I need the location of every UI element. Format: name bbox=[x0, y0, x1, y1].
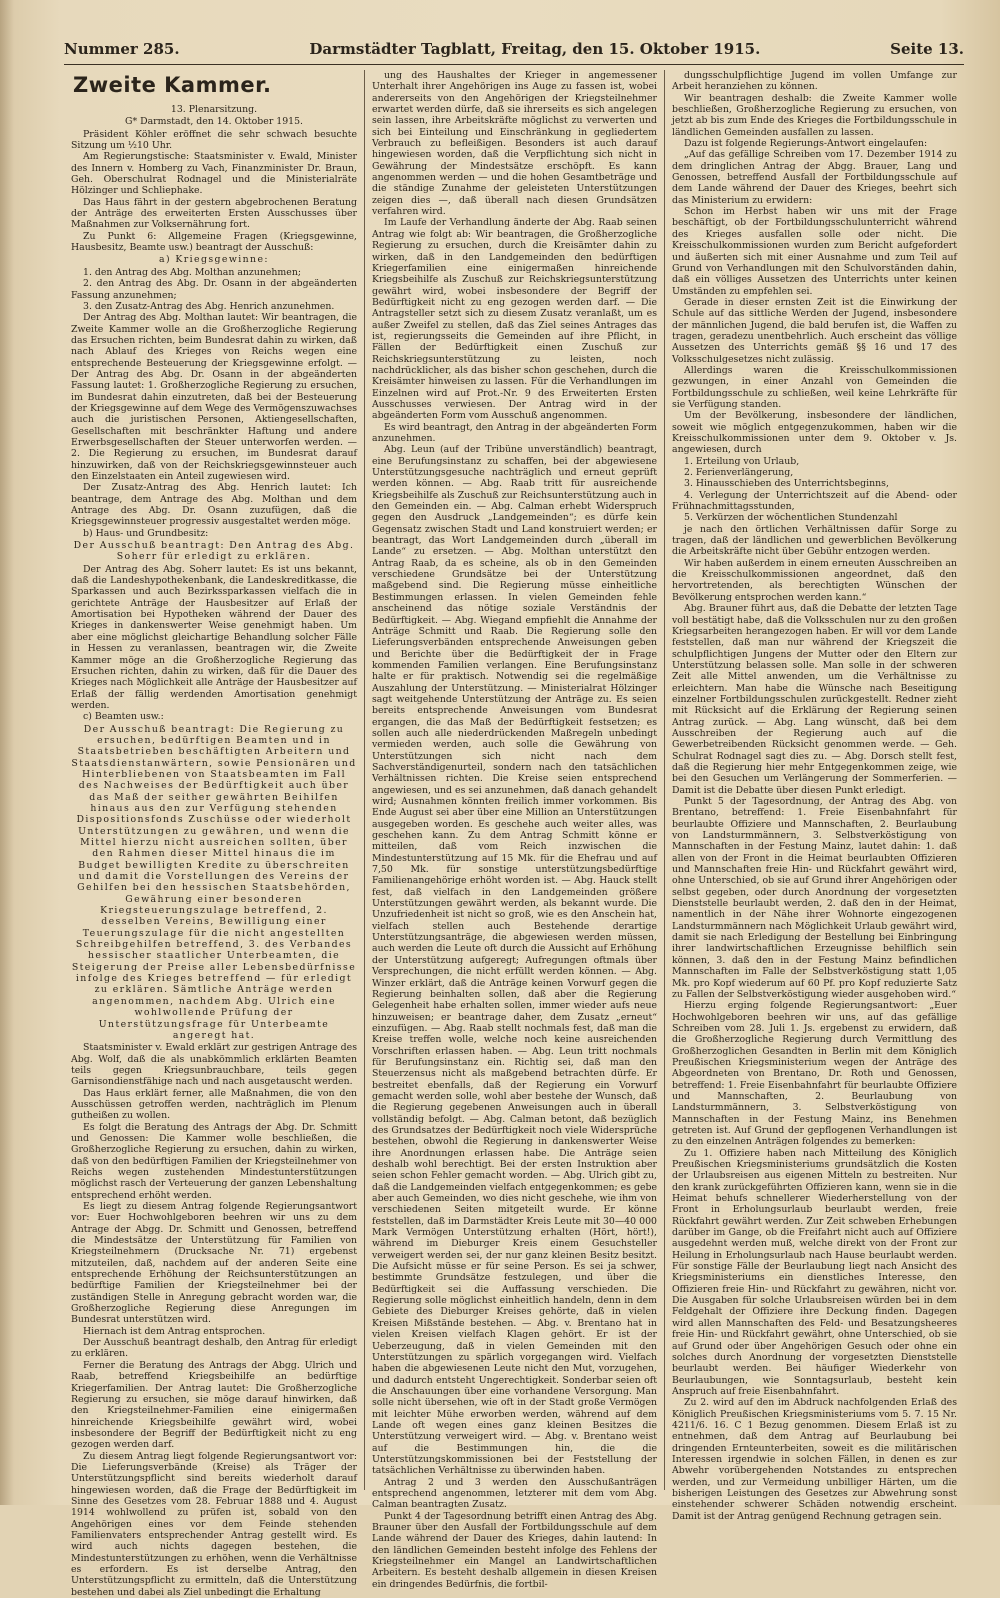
col3-paragraph: Abg. Brauner führt aus, daß die Debatte der letzten Tage voll bestätigt habe, daß die Volksschulen nur zu den großen Kriegsarbeiten herangezogen haben. Er will vor dem Lande feststellen, daß man nur während der Kriegszeit die schulpflichtigen Jungens der Mutter oder den Eltern zur Unterstützung belassen solle. Man solle in der schweren Zeit alle Mittel anwenden, um die Verhältnisse zu erleichtern. Man habe die Wünsche nach Beseitigung einzelner Fortbildungsschulen zurückgestellt. Redner zieht mit Rücksicht auf die Erklärung der Regierung seinen Antrag zurück. — Abg. Lang wünscht, daß bei dem Ausschreiben der Regierung auch auf die Gewerbetreibenden Rücksicht genommen werde. — Geh. Schulrat Rodnagel sagt dies zu. — Abg. Dorsch stellt fest, daß die Regierung hier mehr Entgegenkommen zeige, wie bei den Gesuchen um Verlängerung der Sommerferien. — Damit ist die Debatte über diesen Punkt erledigt. bbox=[672, 603, 957, 796]
col3-paragraph: je nach den örtlichen Verhältnissen dafür Sorge zu tragen, daß der ländlichen und gewerblichen Bevölkerung die Arbeitskräfte nicht über Gebühr entzogen werden. bbox=[672, 523, 957, 558]
col1-paragraph: Der Ausschuß beantragt deshalb, den Antrag für erledigt zu erklären. bbox=[71, 1337, 357, 1360]
col1-paragraph: Ferner die Beratung des Antrags der Abgg. Ulrich und Raab, betreffend Kriegsbeihilfe an bedürftige Kriegerfamilien. Der Antrag lautet: Die Großherzogliche Regierung zu ersuchen, sie möge darauf hinwirken, daß den Kriegsteilnehmer-Familien eine einigermaßen hinreichende Kriegsbeihilfe gewährt wird, wobei insbesondere der Begriff der Bedürftigkeit nicht zu eng gezogen werden darf. bbox=[71, 1359, 357, 1451]
issue-number: Nummer 285. bbox=[64, 40, 180, 58]
col1-paragraph: Hiernach ist dem Antrag entsprochen. bbox=[83, 1325, 266, 1337]
col1-paragraph: 2. den Antrag des Abg. Dr. Osann in der abgeänderten Fassung anzunehmen; bbox=[71, 278, 357, 301]
column-2 bbox=[364, 70, 664, 1590]
page-fold-shadow bbox=[0, 0, 14, 1505]
col3-paragraph: Zu 2. wird auf den im Abdruck nachfolgenden Erlaß des Königlich Preußischen Kriegsministeriums vom 5. 7. 15 Nr. 4211/6. 16. C 1 Bezug genommen. Diesem Erlaß ist zu entnehmen, daß dem Antrag auf Beurlaubung bei dringenden Ernteunterbeiten, soweit es die militärischen Interessen irgendwie in solchen Fällen, in denen es zur Abwehr vorübergehenden Notstandes zu entsprechen werden, und zur Vermeidung unbilliger Härten, um die bisherigen Leistungen des Gesetzes zur Abwehrung sonst einstehender schwerer Schäden notwendig erscheint. Damit ist der Antrag genügend Rechnung getragen sein. bbox=[672, 1397, 957, 1522]
col1-paragraph: Zu Punkt 6: Allgemeine Fragen (Kriegsgewinne, Hausbesitz, Beamte usw.) beantragt der Ausschuß: bbox=[71, 230, 357, 254]
col1-paragraph: Das Haus erklärt ferner, alle Maßnahmen, die von den Ausschüssen getroffen werden, nachträglich im Plenum gutheißen zu wollen. bbox=[71, 1087, 357, 1122]
col3-paragraph: Schon im Herbst haben wir uns mit der Frage beschäftigt, ob der Fortbildungsschulunterricht während des Krieges ausfallen solle oder nicht. Die Kreisschulkommissionen wurden zum Bericht aufgefordert und äußerten sich mit einer Ausnahme und zum Teil auf Grund von Verhandlungen mit den Schulvorständen dahin, daß ein völliges Aussetzen des Unterrichts unter keinen Umständen zu empfehlen sei. bbox=[672, 206, 957, 297]
col1-paragraph: Präsident Köhler eröffnet die sehr schwach besuchte Sitzung um ½10 Uhr. bbox=[71, 128, 357, 152]
col1-paragraph: Der Ausschuß beantragt: Den Antrag des Abg. Soherr für erledigt zu erklären. bbox=[73, 540, 355, 563]
col1-paragraph: Am Regierungstische: Staatsminister v. Ewald, Minister des Innern v. Homberg zu Vach, Finanzminister Dr. Braun, Geh. Oberschulrat Rodnagel und die Ministerialräte Hölzinger und Schliephake. bbox=[71, 151, 357, 197]
col1-paragraph: Es folgt die Beratung des Antrags der Abg. Dr. Schmitt und Genossen: Die Kammer wolle beschließen, die Großherzogliche Regierung zu ersuchen, dahin zu wirken, daß von den bedürftigen Familien der Kriegsteilnehmer von Reichs wegen zustehenden Mindestunterstützungen möglichst rasch der Verteuerung der ganzen Lebenshaltung entsprechend erhöht werden. bbox=[71, 1121, 357, 1201]
col1-paragraph: Das Haus fährt in der gestern abgebrochenen Beratung der Anträge des erweiterten Ersten Ausschusses über Maßnahmen zur Volksernährung fort. bbox=[71, 196, 357, 231]
col1-paragraph: Der Antrag des Abg. Soherr lautet: Es ist uns bekannt, daß die Landeshypothekenbank, die Landeskreditkasse, die Sparkassen und auch Bezirkssparkassen vielfach die in gerichtete Anträge der Hausbesitzer auf Erlaß der Amortisation bei Hypotheken während der Dauer des Krieges in dankenswerter Weise genehmigt haben. Um aber eine möglichst gleichartige Behandlung solcher Fälle in Hessen zu veranlassen, beantragen wir, die Zweite Kammer möge an die Großherzogliche Regierung das Ersuchen richten, dahin zu wirken, daß für die Dauer des Krieges nach Möglichkeit alle Anträge der Hausbesitzer auf Erlaß der fällig werdenden Amortisation genehmigt werden. bbox=[71, 563, 357, 711]
col1-paragraph: Es liegt zu diesem Antrag folgende Regierungsantwort vor: Euer Hochwohlgeboren beehren wir uns zu dem Antrage der Abgg. Dr. Schmitt und Genossen, betreffend die Mindestsätze der Unterstützung für Familien von Kriegsteilnehmern (Drucksache Nr. 71) ergebenst mitzuteilen, daß, nachdem auf der anderen Seite eine entsprechende Erhöhung der Reichsunterstützungen an bedürftige Familien der Kriegsteilnehmer bei der zuständigen Stelle in Anregung gebracht worden war, die Großherzogliche Regierung diese Anregungen im Bundesrat unterstützen wird. bbox=[71, 1201, 357, 1326]
col1-paragraph: 13. Plenarsitzung. bbox=[170, 104, 258, 115]
col2-paragraph: Es wird beantragt, den Antrag in der abgeänderten Form anzunehmen. bbox=[372, 421, 657, 444]
col1-paragraph: 1. den Antrag des Abg. Molthan anzunehmen; bbox=[83, 266, 301, 278]
column-3 bbox=[664, 70, 964, 1522]
col2-paragraph: ung des Haushaltes der Krieger in angemessener Unterhalt ihrer Angehörigen ins Auge zu fassen ist, wobei andererseits von den Angehörigen der Kriegsteilnehmer erwartet werden dürfe, daß sie ihrerseits es sich angelegen sein lassen, ihre Arbeitskräfte möglichst zu verwerten und sich bei Einteilung und Einschränkung in gegliedertem Verbrauch zu befleißigen. Besonders ist auch darauf hingewiesen worden, daß die Verpflichtung sich nicht in Gewährung der Mindestsätze erschöpft. Es kann angenommen werden — und die hohen Gesamtbeträge und die ständige Zunahme der geleisteten Unterstützungen zeigen dies —, daß überall nach diesen Grundsätzen verfahren wird. bbox=[372, 70, 657, 218]
article-columns bbox=[64, 70, 964, 1598]
col1-paragraph: G* Darmstadt, den 14. Oktober 1915. bbox=[124, 116, 304, 128]
newspaper-dateline: Darmstädter Tagblatt, Freitag, den 15. Oktober 1915. bbox=[309, 40, 761, 58]
col3-paragraph: Dazu ist folgende Regierungs-Antwort eingelaufen: bbox=[684, 138, 928, 150]
col1-paragraph: Der Zusatz-Antrag des Abg. Henrich lautet: Ich beantrage, dem Antrage des Abg. Molthan und dem Antrage des Abg. Dr. Osann zuzufügen, daß die Kriegsgewinnsteuer progressiv ausgestaltet werden möge. bbox=[71, 482, 357, 528]
col3-paragraph: 3. Hinausschieben des Unterrichtsbeginns, bbox=[684, 478, 889, 490]
col3-paragraph: 4. Verlegung der Unterrichtszeit auf die Abend- oder Frühnachmittagsstunden, bbox=[672, 489, 957, 513]
page-number: Seite 13. bbox=[890, 40, 964, 58]
col3-paragraph: 2. Ferienverlängerung, bbox=[684, 467, 794, 479]
col3-paragraph: Wir haben außerdem in einem erneuten Ausschreiben an die Kreisschulkommissionen angeordnet, daß den hervortretenden, als berechtigten Wünschen der Bevölkerung entsprochen werden kann.“ bbox=[672, 557, 957, 603]
article-headline: Zweite Kammer. bbox=[73, 73, 272, 97]
col3-paragraph: Allerdings waren die Kreisschulkommissionen gezwungen, in einer Anzahl von Gemeinden die Fortbildungsschule zu schließen, weil keine Lehrkräfte für sie Verfügung standen. bbox=[672, 364, 957, 410]
col2-paragraph: Abg. Leun (auf der Tribüne unverständlich) beantragt, eine Berufungsinstanz zu schaffen, bei der abgewiesene Unterstützungsgesuche nachträglich und erneut geprüft werden können. — Abg. Raab tritt für ausreichende Kriegsbeihilfe als Zuschuß zur Reichsunterstützung auch in den Gemeinden ein. — Abg. Calman erhebt Widerspruch gegen den Ausdruck „Landgemeinden“; es dürfe kein Gegensatz zwischen Stadt und Land konstruiert werden; er beantragt, das Wort Landgemeinden durch „überall im Lande“ zu ersetzen. — Abg. Molthan unterstützt den Antrag Raab, da es scheine, als ob in den Gemeinden verschiedene Grundsätze bei der Unterstützung maßgebend sind. Die Regierung müsse einheitliche Bestimmungen erlassen. In vielen Gemeinden fehle anscheinend das nötige soziale Verständnis der Bedürftigkeit. — Abg. Wiegand empfiehlt die Annahme der Anträge Schmitt und Raab. Die Regierung solle den Lieferungsverbänden entsprechende Anweisungen geben und Berichte über die Bedürftigkeit der in Frage kommenden Familien verlangen. Eine Berufungsinstanz halte er für praktisch. Notwendig sei die regelmäßige Auszahlung der Unterstützung. — Ministerialrat Hölzinger sagt weitgehende Unterstützung der Anträge zu. Es seien bereits entsprechende Anweisungen vom Bundesrat ergangen, die das Maß der Bedürftigkeit festsetzen; es sollen auch alle niederdrückenden Maßregeln unbedingt vermieden werden, auch solle die Gewährung von Unterstützungen sich nicht nach dem Sachverständigenurteil, sondern nach den tatsächlichen Verhältnissen richten. Die Kreise seien entsprechend angewiesen, und es sei anzunehmen, daß danach gehandelt wird; Ausnahmen könnten freilich immer vorkommen. Bis Ende August sei aber über eine Million an Unterstützungen ausgegeben worden. Es geschehe auch weiter alles, was geschehen kann. Zu dem Antrag Schmitt könne er mitteilen, daß vom Reich inzwischen die Mindestunterstützung auf 15 Mk. für die Ehefrau und auf 7,50 Mk. für sonstige unterstützungsbedürftige Familienangehörige erhöht worden ist. — Abg. Hauck stellt fest, daß vielfach in den Landgemeinden größere Unterstützungen gewährt werden, als bekannt wurde. Die Unzufriedenheit ist nicht so groß, wie es den Anschein hat, vielfach stellen auch Bestehende derartige Unterstützungsanträge, die abgewiesen werden müssen, auch werden die Leute oft durch die Aussicht auf Erhöhung der Unterstützung aufgeregt; Aufregungen oftmals über Versprechungen, die nicht erfüllt werden können. — Abg. Winzer erklärt, daß die Anträge keinen Vorwurf gegen die Regierung beinhalten sollen, daß aber die Regierung Gelegenheit habe erhalten sollen, immer wieder aufs neue hinzuweisen; er beantrage daher, dem Zusatz „erneut“ einzufügen. — Abg. Raab stellt nochmals fest, daß man die Kreise treffen wolle, welche noch keine ausreichenden Vorschriften erlassen haben. — Abg. Leun tritt nochmals für Berufungsinstanz ein. Richtig sei, daß man den Steuerzensus nicht als maßgebend betrachten dürfe. Er bestreitet ebenfalls, daß der Regierung ein Vorwurf gemacht werden solle, wohl aber bestehe der Wunsch, daß die Regierung gegebenen Anweisungen auch in überall vollständig befolgt. — Abg. Calman betont, daß bezüglich des Grundsatzes der Bedürftigkeit noch viele Widersprüche bestehen, obwohl die Regierung in dankenswerter Weise ihre Anordnungen erlassen habe. Die Anträge seien deshalb wohl berechtigt. Bei der ersten Instruktion aber seien schon Fehler gemacht worden. — Abg. Ulrich gibt zu, daß die Landgemeinden vielfach entgegenkommen; es gebe aber auch Gemeinden, wo dies nicht geschehe, wie ihm von verschiedenen Seiten mitgeteilt wurde. Er könne feststellen, daß im Darmstädter Kreis Leute mit 30—40 000 Mark Vermögen Unterstützung erhalten (Hört, hört!), während im Dieburger Kreis einem Gesuchsteller verweigert werden sei, der nur ganz kleinen Besitz besitzt. Die Aufsicht müsse er für seine Person. Es sei ja schwer, bestimmte Grundsätze festzulegen, und über die Bedürftigkeit sei die Auffassung verschieden. Die Regierung solle möglichst einheitlich handeln, denn in dem Gebiete des Dieburger Kreises gehörte, daß in vielen Kreisen Mißstände bestehen. — Abg. v. Brentano hat in vielen Kreisen vielfach Klagen gehört. Er ist der Ueberzeugung, daß in vielen Gemeinden mit den Unterstützungen zu spärlich vorgegangen wird. Vielfach haben die abgewiesenen Leute nicht den Mut, vorzugehen, und dadurch entsteht Ungerechtigkeit. Sonderbar seien oft die Anschauungen über eine vorhandene Versorgung. Man solle nicht übersehen, wie oft in der Stadt große Vermögen mit leichter Mühe erworben werden, während auf dem Lande oft wegen eines ganz kleinen Besitzes die Unterstützung verweigert wird. — Abg. v. Brentano weist auf die Bestimmungen hin, die die Unterstützungskommissionen bei der Feststellung der tatsächlichen Verhältnisse zu überwinden haben. bbox=[372, 444, 657, 1477]
col3-paragraph: Hierzu erging folgende Regierungsantwort: „Euer Hochwohlgeboren beehren wir uns, auf das gefällige Schreiben vom 28. Juli 1. Js. ergebenst zu erwidern, daß die Großherzogliche Regierung durch Vermittlung des Großherzoglichen Gesandten in Berlin mit dem Königlich Preußischen Kriegsministerium wegen der Anträge des Abgeordneten von Brentano, Dr. Roth und Genossen, betreffend: 1. Freie Eisenbahnfahrt für beurlaubte Offiziere und Mannschaften, 2. Beurlaubung von Landsturmmännern, 3. Selbstverköstigung von Mannschaften in der Festung Mainz, ins Benehmen getreten ist. Auf Grund der gepflogenen Verhandlungen ist zu den einzelnen Anträgen folgendes zu bemerken: bbox=[672, 1000, 957, 1148]
col3-paragraph: Wir beantragen deshalb: die Zweite Kammer wolle beschließen, Großherzogliche Regierung zu ersuchen, von jetzt ab bis zum Ende des Krieges die Fortbildungsschule in ländlichen Gemeinden ausfallen zu lassen. bbox=[672, 92, 957, 138]
col3-paragraph: Zu 1. Offiziere haben nach Mitteilung des Königlich Preußischen Kriegsministeriums grundsätzlich die Kosten der Urlaubsreisen aus eigenen Mitteln zu bestreiten. Nur den krank zurückgeführten Offizieren kann, wenn sie in die Heimat behufs schnellerer Wiederherstellung von der Front in Erholungsurlaub beurlaubt werden, freie Rückfahrt gewährt werden. Zur Zeit schweben Erhebungen darüber im Gange, ob die Freifahrt nicht auch auf Offiziere ausgedehnt werden muß, welche direkt von der Front zur Heilung in Erholungsurlaub nach Hause beurlaubt werden. Für sonstige Fälle der Beurlaubung liegt nach Ansicht des Kriegsministeriums ein dienstliches Interesse, den Offizieren freie Hin- und Rückfahrt zu gewähren, nicht vor. Die Ausgaben für solche Urlaubsreisen würden bei in dem Feldgehalt der Offiziere ihre Deckung finden. Dagegen wird allen Mannschaften des Feld- und Besatzungsheeres freie Hin- und Rückfahrt gewährt, ohne Unterschied, ob sie auf Grund oder über Angehörigen Gesuch oder ohne ein solches durch Anordnung der vorgesetzten Dienststelle beurlaubt werden. Bei häufiger Wiederkehr von Beurlaubungen, wie Sonntagsurlaub, besteht kein Anspruch auf freie Eisenbahnfahrt. bbox=[672, 1147, 957, 1397]
col1-paragraph: a) Kriegsgewinne: bbox=[159, 254, 269, 266]
col3-paragraph: 1. Erteilung von Urlaub, bbox=[684, 455, 800, 467]
col3-paragraph: dungsschulpflichtige Jugend im vollen Umfange zur Arbeit heranziehen zu können. bbox=[672, 70, 957, 93]
col2-paragraph: Im Laufe der Verhandlung änderte der Abg. Raab seinen Antrag wie folgt ab: Wir beantragen, die Großherzogliche Regierung zu ersuchen, durch die Kreisämter dahin zu wirken, daß in den Landgemeinden den bedürftigen Kriegerfamilien eine einigermaßen hinreichende Kriegsbeihilfe als Zuschuß zur Reichskriegsunterstützung gewährt wird, wobei insbesondere der Begriff der Bedürftigkeit nicht zu eng gezogen werden darf. — Die Antragsteller setzt sich zu diesem Zusatz veranlaßt, um es außer Zweifel zu stellen, daß das Ziel seines Antrages das ist, regierungsseits die Gemeinden auf ihre Pflicht, in Fällen der Bedürftigkeit einen Zuschuß zur Reichskriegsunterstützung zu leisten, noch nachdrücklicher, als das bisher schon geschehen, durch die Kreisämter hinweisen zu lassen. Für die Verhandlungen im Einzelnen wird auf Prot.-Nr. 9 des Erweiterten Ersten Ausschusses verwiesen. Der Antrag wird in der abgeänderten Form vom Ausschuß angenommen. bbox=[372, 217, 657, 422]
col1-paragraph: Staatsminister v. Ewald erklärt zur gestrigen Antrage des Abg. Wolf, daß die als unabkömmlich erklärten Beamten teils gegen Kriegsunbrauchbare, teils gegen Garnisondienstfähige nach und nach ausgetauscht werden. bbox=[71, 1042, 357, 1088]
col1-paragraph: Zu diesem Antrag liegt folgende Regierungsantwort vor: Die Lieferungsverbände (Kreise) als Träger der Unterstützungspflicht sind bereits wiederholt darauf hingewiesen worden, daß die Frage der Bedürftigkeit im Sinne des Gesetzes vom 28. Februar 1888 und 4. August 1914 wohlwollend zu prüfen ist, sobald von den Angehörigen eines vor dem Feinde stehenden Familienvaters entsprechender Antrag gestellt wird. Es wird auch nichts dagegen bestehen, die Mindestunterstützungen zu erhöhen, wenn die Verhältnisse es erfordern. Es ist derselbe Antrag, den Unterstützungspflicht zu ermitteln, daß die Unterstützung bestehen und dabei als Ziel unbedingt die Erhaltung bbox=[71, 1450, 357, 1598]
col3-paragraph: Punkt 5 der Tagesordnung, der Antrag des Abg. von Brentano, betreffend: 1. Freie Eisenbahnfahrt für beurlaubte Offiziere und Mannschaften, 2. Beurlaubung von Landsturmmännern, 3. Selbstverköstigung von Mannschaften in der Festung Mainz, lautet dahin: 1. daß allen von der Front in die Heimat beurlaubten Offizieren und Mannschaften freie Hin- und Rückfahrt gewährt wird, ohne Unterschied, ob sie auf Grund ihrer Angehörigen oder selbst gegeben, oder durch Anordnung der vorgesetzten Dienststelle beurlaubt werden, 2. daß den in der Heimat, namentlich in der Nähe ihrer Wohnorte eingezogenen Landsturmmännern nach Möglichkeit Urlaub gewährt wird, damit sie nach Erledigung der Bestellung bei Einbringung ihrer landwirtschaftlichen Erzeugnisse behilflich sein können, 3. daß den in der Festung Mainz befindlichen Mannschaften im Falle der Selbstverköstigung statt 1,05 Mk. pro Kopf wiederum auf 60 Pf. pro Kopf reduzierte Satz zu Fallen der Selbstverköstigung wieder ausgehoben wird.“ bbox=[672, 796, 957, 1000]
col1-paragraph: 3. den Zusatz-Antrag des Abg. Henrich anzunehmen. bbox=[83, 300, 335, 312]
col2-paragraph: Antrag 2 und 3 werden den Ausschußanträgen entsprechend angenommen, letzterer mit dem vom Abg. Calman beantragten Zusatz. bbox=[372, 1476, 657, 1511]
col2-paragraph: Punkt 4 der Tagesordnung betrifft einen Antrag des Abg. Brauner über den Ausfall der Fortbildungsschule auf dem Lande während der Dauer des Krieges, dahin lautend: In den ländlichen Gemeinden besteht infolge des Fehlens der Kriegsteilnehmer ein Mangel an Landwirtschaftlichen Arbeitern. Es besteht deshalb allgemein in diesen Kreisen ein dringendes Bedürfnis, die fortbil- bbox=[372, 1510, 657, 1590]
col1-paragraph: Der Antrag des Abg. Molthan lautet: Wir beantragen, die Zweite Kammer wolle an die Großherzogliche Regierung das Ersuchen richten, beim Bundesrat dahin zu wirken, daß nach Ablauf des Krieges von Reichs wegen eine entsprechende Besteuerung der Kriegsgewinne erfolgt. — Der Antrag des Abg. Dr. Osann in der abgeänderten Fassung lautet: 1. Großherzogliche Regierung zu ersuchen, im Bundesrat dahin einzutreten, daß bei der Besteuerung der Kriegsgewinne auf dem Wege des Vermögenszuwachses auch die juristischen Personen, Aktiengesellschaften, Gesellschaften mit beschränkter Haftung und andere Erwerbsgesellschaften der Steuer unterworfen werden. — 2. Die Regierung zu ersuchen, im Bundesrat darauf hinzuwirken, daß von der Reichskriegsgewinnsteuer auch den Einzelstaaten ein Anteil zugewiesen wird. bbox=[71, 312, 357, 482]
col3-paragraph: Gerade in dieser ernsten Zeit ist die Einwirkung der Schule auf das sittliche Werden der Jugend, insbesondere der männlichen Jugend, die bald berufen ist, die Waffen zu tragen, geradezu unentbehrlich. Auch erscheint das völlige Aussetzen des Unterrichts gemäß §§ 16 und 17 des Volksschulgesetzes nicht zulässig. bbox=[672, 296, 957, 365]
col3-paragraph: Um der Bevölkerung, insbesondere der ländlichen, soweit wie möglich entgegenzukommen, haben wir die Kreisschulkommissionen unter dem 9. Oktober v. Js. angewiesen, durch bbox=[672, 410, 957, 456]
column-1 bbox=[64, 70, 364, 1598]
col1-paragraph: Der Ausschuß beantragt: Die Regierung zu ersuchen, bedürftigen Beamten und in Staatsbetrieben beschäftigten Arbeitern und Staatsdienstanwärtern, sowie Pensionären und Hinterbliebenen von Staatsbeamten im Fall des Nachweises der Bedürftigkeit auch über das Maß der seither gewährten Beihilfen hinaus aus den zur Verfügung stehenden Dispositionsfonds Zuschüsse oder wiederholt Unterstützungen zu gewähren, und wenn die Mittel hierzu nicht ausreichen sollten, über den Rahmen dieser Mittel hinaus die im Budget bewilligten Kredite zu überschreiten und damit die Vorstellungen des Vereins der Gehilfen bei den hessischen Staatsbehörden, Gewährung einer besonderen Kriegsteuerungszulage betreffend, 2. desselben Vereins, Bewilligung einer Teuerungszulage für die nicht angestellten Schreibgehilfen betreffend, 3. des Verbandes hessischer staatlicher Unterbeamten, die Steigerung der Preise aller Lebensbedürfnisse infolge des Krieges betreffend — für erledigt zu erklären. Sämtliche Anträge werden angenommen, nachdem Abg. Ulrich eine wohlwollende Prüfung der Unterstützungsfrage für Unterbeamte angeregt hat. bbox=[71, 723, 357, 1041]
col3-paragraph: 5. Verkürzen der wöchentlichen Stundenzahl bbox=[684, 512, 898, 524]
page-header bbox=[64, 40, 964, 65]
col3-paragraph: „Auf das gefällige Schreiben vom 17. Dezember 1914 zu dem dringlichen Antrag der Abgg. Brauer, Lang und Genossen, betreffend Ausfall der Fortbildungsschule auf dem Lande während der Dauer des Krieges, beehrt sich das Ministerium zu erwidern: bbox=[672, 149, 957, 206]
col1-paragraph: c) Beamten usw.: bbox=[83, 711, 164, 723]
col1-paragraph: b) Haus- und Grundbesitz: bbox=[83, 527, 209, 539]
